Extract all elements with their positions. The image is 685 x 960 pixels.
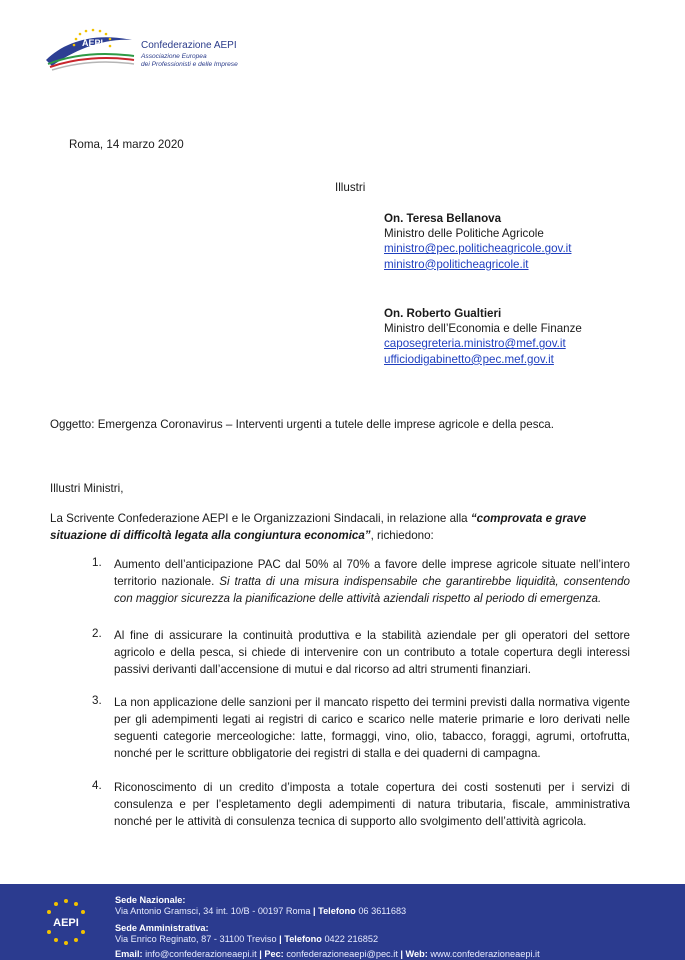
aepi-logo <box>44 20 136 76</box>
recipient-2 <box>384 306 582 367</box>
sede-amministrativa-label: Sede Amministrativa: <box>115 923 209 933</box>
recipient-email-link[interactable]: ministro@pec.politicheagricole.gov.it <box>384 242 572 256</box>
recipient-name: On. Teresa Bellanova <box>384 212 502 225</box>
recipient-name: On. Roberto Gualtieri <box>384 307 502 320</box>
logo-text: AEPI <box>82 38 104 48</box>
recipient-1 <box>384 211 571 272</box>
recipient-email-link[interactable]: ministro@politicheagricole.it <box>384 257 529 271</box>
telefono-value: 06 3611683 <box>358 906 407 916</box>
list-item-text <box>114 627 630 678</box>
telefono-value: 0422 216852 <box>324 934 379 944</box>
org-subtitle-2: dei Professionisti e delle Imprese <box>141 61 238 68</box>
recipient-email-link[interactable]: ufficiodigabinetto@pec.mef.gov.it <box>384 352 554 366</box>
footer-bar: AEPI Sede Nazionale: Via Antonio Gramsci, 34 int. 10/B - 00197 Roma | Telefono 06 3611683 Sede Amministrativa: Via Enrico Reginato, 87 - 31100 Treviso | Telefono 0422 216852 Email: info@confederazioneaepi.it | Pec: confederazioneaepi@pec.it | Web: www.confederazioneaepi.it <box>0 884 685 960</box>
list-number: 1. <box>92 556 102 569</box>
list-number: 2. <box>92 627 102 640</box>
sede-amministrativa-address: Via Enrico Reginato, 87 - 31100 Treviso <box>115 934 277 944</box>
item-text: La non applicazione delle sanzioni per il mancato rispetto dei termini previsti dalla normativa vigente per gli adempimenti legati ai registri di carico e scarico nelle materie primarie e loro derivati nelle seguenti categorie merceologiche: latte, formaggi, vino, olio, tabacco, foraggi, agrumi, ortofrutta, nonché per le scritture obbligatorie dei registri di stalla e dei quaderni di campagna. <box>114 696 630 760</box>
telefono-label: Telefono <box>284 934 322 944</box>
list-item-text <box>114 556 630 607</box>
web-label: Web: <box>405 949 428 959</box>
list-item-text <box>114 779 630 830</box>
web-link[interactable]: www.confederazioneaepi.it <box>430 949 540 959</box>
recipient-role: Ministro dell’Economia e delle Finanze <box>384 322 582 336</box>
intro-paragraph <box>50 510 630 544</box>
letter-subject: Oggetto: Emergenza Coronavirus – Interventi urgenti a tutele delle imprese agricole e della pesca. <box>50 418 554 431</box>
org-name: Confederazione AEPI <box>141 40 237 51</box>
salutation-top: Illustri <box>335 181 366 194</box>
email-label: Email: <box>115 949 143 959</box>
item-text: Aumento dell’anticipazione PAC dal 50% al 70% a favore delle imprese agricole situate nell’intero territorio nazionale. <box>114 558 630 588</box>
recipient-email-link[interactable]: caposegreteria.ministro@mef.gov.it <box>384 337 566 351</box>
sede-nazionale-address: Via Antonio Gramsci, 34 int. 10/B - 00197 Roma <box>115 906 311 916</box>
email-link[interactable]: info@confederazioneaepi.it <box>145 949 257 959</box>
telefono-label: Telefono <box>318 906 356 916</box>
item-text: Riconoscimento di un credito d’imposta a totale copertura dei costi sostenuti per i servizi di consulenza e per l’espletamento degli adempimenti di natura tributaria, fiscale, amministrativa nonché per le attività di consulenza tecnica di supporto allo svolgimento dell’attività agricola. <box>114 781 630 828</box>
footer-logo-icon <box>36 892 96 952</box>
list-item-text <box>114 694 630 762</box>
intro-text-end: , richiedono: <box>370 529 434 542</box>
intro-emphasis: “comprovata e grave situazione di difficoltà legata alla congiuntura economica” <box>50 512 587 542</box>
letter-date: Roma, 14 marzo 2020 <box>69 138 184 151</box>
recipient-role: Ministro delle Politiche Agricole <box>384 227 544 241</box>
footer-logo-text: AEPI <box>53 917 79 929</box>
list-number: 3. <box>92 694 102 707</box>
pec-label: Pec: <box>264 949 284 959</box>
greeting: Illustri Ministri, <box>50 482 124 495</box>
sede-nazionale-label: Sede Nazionale: <box>115 895 186 905</box>
intro-text: La Scrivente Confederazione AEPI e le Organizzazioni Sindacali, in relazione alla <box>50 512 471 525</box>
org-subtitle-1: Associazione Europea <box>141 53 207 60</box>
item-italic-text: Si tratta di una misura indispensabile che garantirebbe liquidità, consentendo con maggior sicurezza la pianificazione delle attività aziendali rispetto al periodo di emergenza. <box>114 575 630 605</box>
pec-link[interactable]: confederazioneaepi@pec.it <box>286 949 398 959</box>
list-number: 4. <box>92 779 102 792</box>
item-text: Al fine di assicurare la continuità produttiva e la stabilità aziendale per gli operatori del settore agricolo e della pesca, si chiede di intervenire con un contributo a totale copertura degli interessi passivi derivanti dall’accensione di mutui e dal ricorso ad altri strumenti finanziari. <box>114 629 630 676</box>
